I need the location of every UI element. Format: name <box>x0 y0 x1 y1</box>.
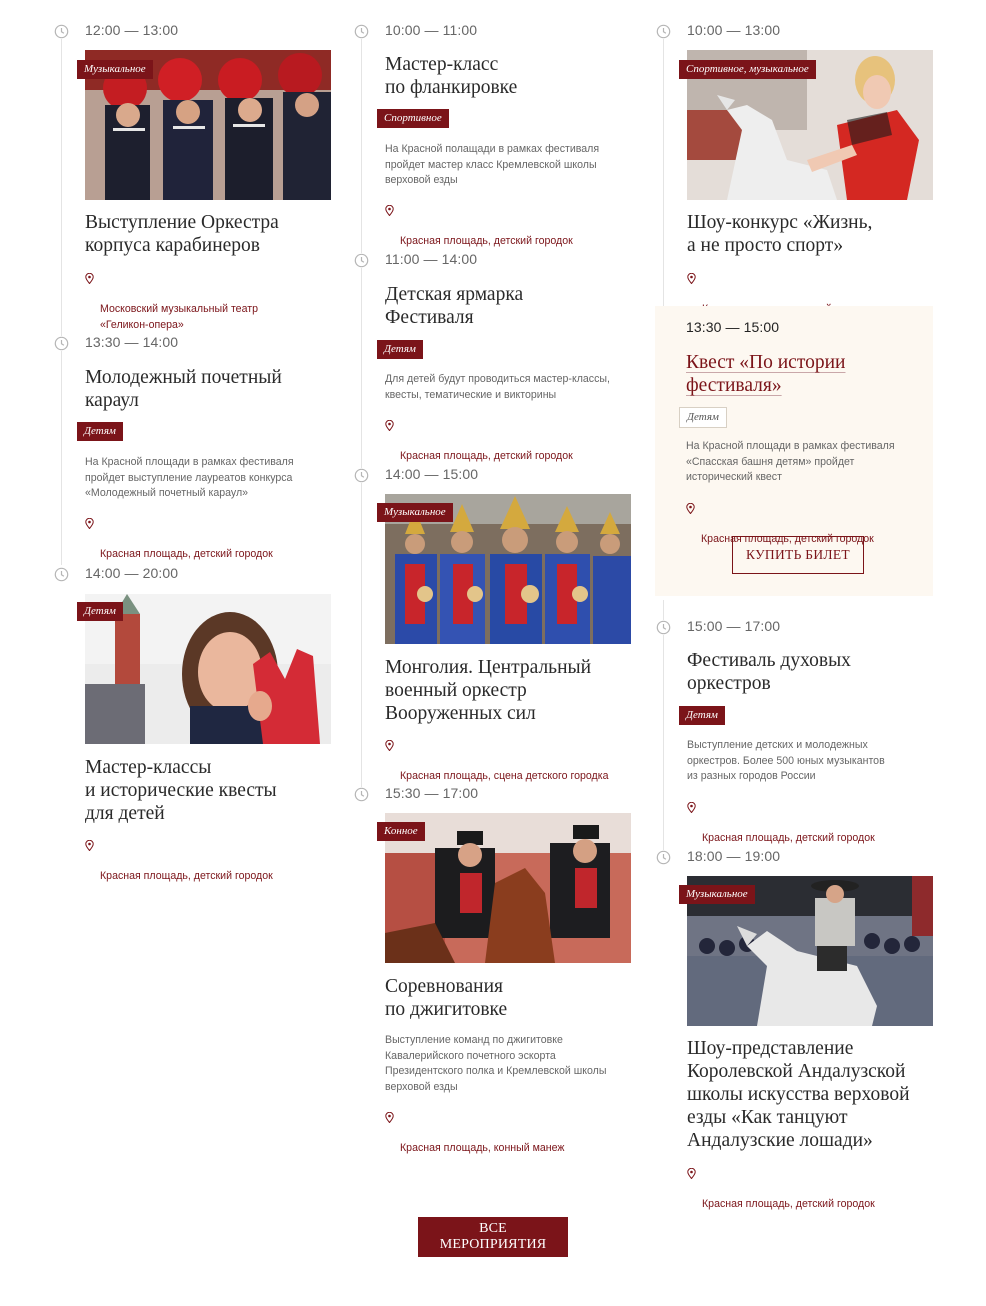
event-description: Выступление детских и молодежных оркестров. Более 500 юных музыкантов из разных городов России <box>687 739 885 782</box>
event-time: 15:00 — 17:00 <box>687 618 781 634</box>
location-pin-icon <box>686 503 695 514</box>
event-time: 13:30 — 15:00 <box>686 319 780 335</box>
event-title[interactable]: Шоу-представление Королевской Андалузской школы искусства верховой езды «Как танцуют Андалузские лошади» <box>687 1038 910 1151</box>
event-title[interactable]: Фестиваль духовых оркестров <box>687 650 851 694</box>
event-location <box>385 203 625 250</box>
event-card[interactable] <box>350 251 640 462</box>
clock-icon <box>354 468 369 483</box>
location-pin-icon <box>687 273 696 284</box>
category-tag: Музыкальное <box>679 885 755 904</box>
category-tag: Детям <box>77 602 123 621</box>
clock-icon <box>656 850 671 865</box>
event-card[interactable] <box>350 466 640 782</box>
event-title-link[interactable]: Квест «По истории фестиваля» <box>686 352 846 396</box>
event-location-text: Московский музыкальный театр «Геликон-опера» <box>100 303 258 331</box>
event-title[interactable]: Монголия. Центральный военный оркестр Вооруженных сил <box>385 657 592 724</box>
event-location-text: Красная площадь, детский городок <box>701 533 874 545</box>
event-location <box>85 516 325 563</box>
event-card[interactable] <box>350 785 640 1154</box>
clock-icon <box>354 253 369 268</box>
event-time: 10:00 — 11:00 <box>385 22 478 38</box>
category-tag: Детям <box>77 422 123 441</box>
event-time: 10:00 — 13:00 <box>687 22 781 38</box>
category-tag: Спортивное <box>377 109 449 128</box>
clock-icon <box>354 24 369 39</box>
event-location-text: Красная площадь, конный манеж <box>400 1142 565 1154</box>
location-pin-icon <box>85 273 94 284</box>
event-location-text: Красная площадь, детский городок <box>400 450 573 462</box>
location-pin-icon <box>385 205 394 216</box>
event-location <box>85 838 325 885</box>
category-tag: Детям <box>679 407 727 428</box>
clock-icon <box>54 24 69 39</box>
event-title[interactable]: Детская ярмарка Фестиваля <box>385 284 524 328</box>
clock-icon <box>54 336 69 351</box>
all-events-button[interactable]: ВСЕ МЕРОПРИЯТИЯ <box>418 1217 568 1257</box>
category-tag: Музыкальное <box>77 60 153 79</box>
event-description: На Красной площади в рамках фестиваля «Спасская башня детям» пройдет исторический квест <box>686 440 895 483</box>
category-tag: Детям <box>377 340 423 359</box>
featured-event-card[interactable] <box>655 306 933 596</box>
event-description: Для детей будут проводиться мастер-классы, квесты, тематические и викторины <box>385 373 610 401</box>
event-title[interactable]: Соревнования по джигитовке <box>385 976 508 1020</box>
event-time: 11:00 — 14:00 <box>385 251 478 267</box>
location-pin-icon <box>385 1112 394 1123</box>
event-card[interactable] <box>50 334 340 560</box>
event-card[interactable] <box>652 848 942 1210</box>
event-time: 15:30 — 17:00 <box>385 785 479 801</box>
event-card[interactable] <box>652 22 942 290</box>
event-card[interactable] <box>50 22 340 331</box>
category-tag: Музыкальное <box>377 503 453 522</box>
event-time: 13:30 — 14:00 <box>85 334 179 350</box>
event-title[interactable]: Мастер-классы и исторические квесты для детей <box>85 757 277 824</box>
event-title[interactable]: Молодежный почетный караул <box>85 367 282 411</box>
event-time: 14:00 — 20:00 <box>85 565 179 581</box>
category-tag: Конное <box>377 822 425 841</box>
event-location-text: Красная площадь, детский городок <box>100 870 273 882</box>
event-location-text: Красная площадь, детский городок <box>400 235 573 247</box>
location-pin-icon <box>85 840 94 851</box>
event-time: 12:00 — 13:00 <box>85 22 179 38</box>
event-description: Выступление команд по джигитовке Кавалерийского почетного эскорта Президентского полка и Кремлевской школы верховой езды <box>385 1034 607 1093</box>
event-location-text: Красная площадь, сцена детского городка <box>400 770 609 782</box>
event-card[interactable] <box>50 565 340 882</box>
clock-icon <box>354 787 369 802</box>
event-title[interactable]: Мастер-класс по фланкировке <box>385 54 518 98</box>
event-card[interactable] <box>652 618 942 844</box>
event-location <box>385 418 625 465</box>
event-title[interactable]: Шоу-конкурс «Жизнь, а не просто спорт» <box>687 212 873 256</box>
location-pin-icon <box>687 1168 696 1179</box>
location-pin-icon <box>85 518 94 529</box>
event-location <box>85 271 325 333</box>
category-tag: Спортивное, музыкальное <box>679 60 816 79</box>
event-location <box>385 1110 625 1157</box>
category-tag: Детям <box>679 706 725 725</box>
event-location-text: Красная площадь, детский городок <box>100 548 273 560</box>
event-card[interactable] <box>350 22 640 247</box>
event-location <box>687 800 927 847</box>
event-time: 14:00 — 15:00 <box>385 466 479 482</box>
event-location <box>385 738 625 785</box>
buy-ticket-button[interactable]: КУПИТЬ БИЛЕТ <box>732 536 864 574</box>
clock-icon <box>54 567 69 582</box>
clock-icon <box>656 620 671 635</box>
location-pin-icon <box>385 740 394 751</box>
event-time: 18:00 — 19:00 <box>687 848 781 864</box>
event-description: На Красной площади в рамках фестиваля пройдет выступление лауреатов конкурса «Молодежный почетный караул» <box>85 456 294 499</box>
event-title[interactable]: Выступление Оркестра корпуса карабинеров <box>85 212 279 256</box>
location-pin-icon <box>687 802 696 813</box>
event-location-text: Красная площадь, детский городок <box>702 1198 875 1210</box>
clock-icon <box>656 24 671 39</box>
event-description: На Красной полащади в рамках фестиваля пройдет мастер класс Кремлевской школы верховой езды <box>385 143 600 186</box>
location-pin-icon <box>385 420 394 431</box>
event-location <box>687 1166 927 1213</box>
event-location-text: Красная площадь, детский городок <box>702 832 875 844</box>
